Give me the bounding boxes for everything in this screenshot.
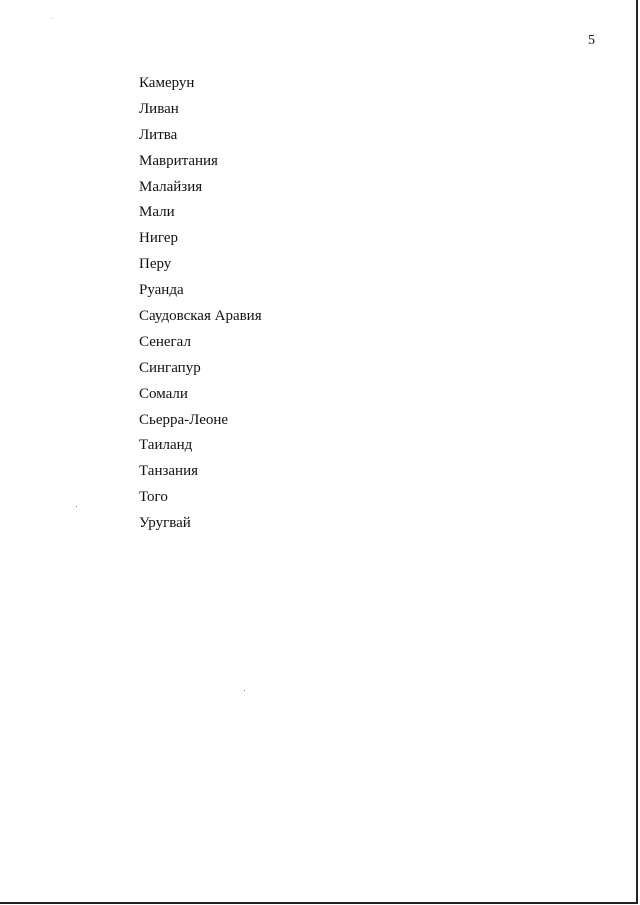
- country-list: [139, 74, 262, 540]
- scan-speck: [76, 506, 77, 507]
- country-item: Таиланд: [139, 437, 193, 454]
- country-item: Сенегал: [139, 333, 191, 350]
- country-item: Малайзия: [139, 178, 203, 195]
- country-item: Мавритания: [139, 152, 218, 169]
- country-item: Перу: [139, 256, 172, 273]
- scan-speck: [244, 690, 245, 691]
- country-item: Сьерра-Леоне: [139, 411, 229, 428]
- country-item: Сингапур: [139, 359, 201, 376]
- country-item: Саудовская Аравия: [139, 308, 262, 325]
- country-item: Камерун: [139, 75, 195, 91]
- country-item: Танзания: [139, 463, 199, 480]
- country-item: Того: [139, 489, 168, 506]
- country-item: Ливан: [139, 100, 179, 117]
- country-item: Сомали: [139, 385, 188, 402]
- page-number: 5: [588, 33, 595, 48]
- country-item: Уругвай: [139, 515, 191, 532]
- country-item: Мали: [139, 204, 175, 221]
- country-item: Нигер: [139, 230, 178, 247]
- scan-speck: [52, 18, 53, 19]
- country-item: Литва: [139, 126, 178, 143]
- country-item: Руанда: [139, 282, 184, 299]
